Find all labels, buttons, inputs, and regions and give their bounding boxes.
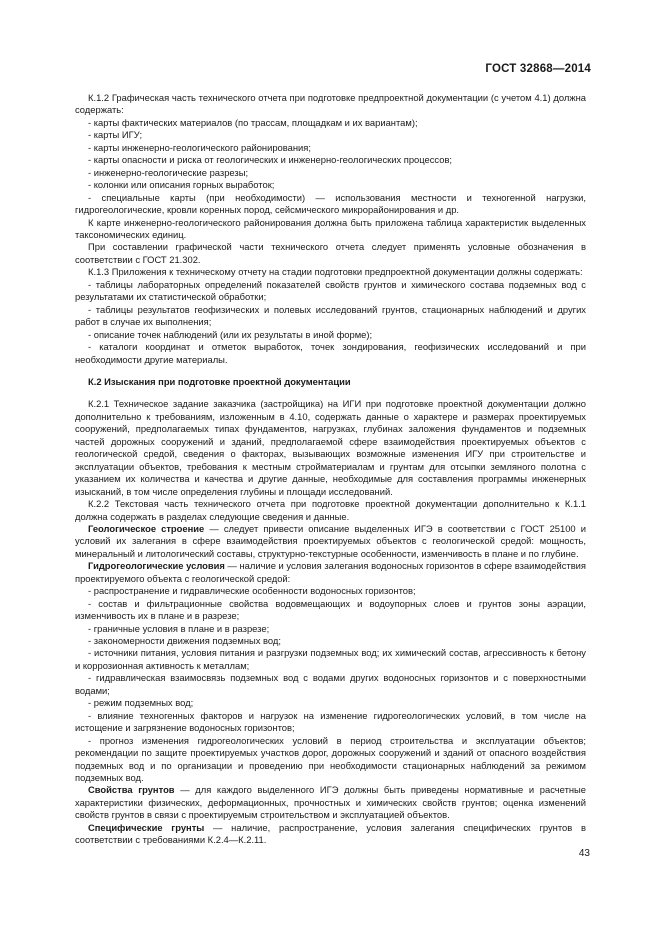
list-item: - карты инженерно-геологического районирования; bbox=[88, 141, 311, 153]
list-item: - источники питания, условия питания и разгрузки подземных вод; их химический состав, агрессивность к бетону и коррозионная активность к металлам; bbox=[75, 647, 586, 671]
paragraph bbox=[75, 784, 586, 821]
list-item: - карты опасности и риска от геологических и инженерно-геологических процессов; bbox=[88, 154, 453, 166]
list-item: - прогноз изменения гидрогеологических условий в период строительства и эксплуатации объектов; рекомендации по защите проектируемых участков дорог, дорожных сооружений и зданий от опасного воздействия подземных вод и по организации и проведению при необходимости стационарных наблюдений за режимом подземных вод. bbox=[75, 734, 586, 784]
term-label: Геологическое строение bbox=[88, 522, 205, 534]
list-item: - инженерно-геологические разрезы; bbox=[88, 166, 249, 178]
list-item: - режим подземных вод; bbox=[88, 697, 194, 709]
page-number: 43 bbox=[578, 848, 590, 859]
section-heading: К.2 Изыскания при подготовке проектной документации bbox=[88, 375, 351, 387]
term-label: Специфические грунты bbox=[88, 821, 205, 833]
paragraph-text: — наличие и условия залегания водоносных горизонтов в сфере взаимодействия проектируемого объекта с геологической средой: bbox=[75, 560, 586, 584]
list-item: - влияние техногенных факторов и нагрузок на изменение гидрогеологических условий, в том числе на истощение и загрязнение водоносных горизонтов; bbox=[75, 709, 586, 734]
list-item: - специальные карты (при необходимости) — использования местности и техногенной нагрузки, гидрогеологические, кровли коренных пород, сейсмического микрорайонирования и др. bbox=[75, 191, 586, 216]
term-label: Свойства грунтов bbox=[88, 784, 175, 796]
paragraph bbox=[75, 560, 586, 585]
document-header: ГОСТ 32868—2014 bbox=[485, 63, 591, 75]
document-body bbox=[75, 92, 586, 847]
list-item: - таблицы лабораторных определений показателей свойств грунтов и химического состава подземных вод с результатами их статистической обработки; bbox=[75, 278, 586, 303]
paragraph: К карте инженерно-геологического районирования должна быть приложена таблица характеристик выделенных таксономических единиц. bbox=[75, 216, 586, 240]
list-item: - состав и фильтрационные свойства водовмещающих и водоупорных слоев и грунтов зоны аэрации, изменчивость их в плане и в разрезе; bbox=[75, 597, 586, 622]
list-item: - каталоги координат и отметок выработок, точек зондирования, геофизических исследований и при необходимости другие материалы. bbox=[75, 341, 586, 365]
list-item: - таблицы результатов геофизических и полевых исследований грунтов, стационарных наблюдений и других работ в случае их выполнения; bbox=[75, 303, 586, 328]
paragraph: При составлении графической части технического отчета следует применять условные обозначения в соответствии с ГОСТ 21.302. bbox=[75, 241, 586, 265]
term-label: Гидрогеологические условия bbox=[88, 560, 225, 572]
paragraph: К.1.2 Графическая часть технического отчета при подготовке предпроектной документации (с учетом 4.1) должна содержать: bbox=[75, 92, 586, 116]
list-item: - описание точек наблюдений (или их результаты в иной форме); bbox=[88, 328, 373, 340]
list-item: - колонки или описания горных выработок; bbox=[88, 179, 275, 191]
list-item: - закономерности движения подземных вод; bbox=[88, 635, 281, 647]
paragraph-text: — следует привести описание выделенных ИГЭ в соответствии с ГОСТ 25100 и условий их залегания в сфере взаимодействия проектируемых объектов с геологической средой: мощность, минеральный и литологический составы, структурно-текстурные особенности, изменчивость в плане и по глубине. bbox=[75, 522, 586, 559]
list-item: - гидравлическая взаимосвязь подземных вод с водами других водоносных горизонтов и с поверхностными водами; bbox=[75, 672, 586, 696]
paragraph bbox=[75, 822, 586, 847]
paragraph-text: — для каждого выделенного ИГЭ должны быть приведены нормативные и расчетные характеристики физических, деформационных, прочностных и химических свойств грунтов; оценка изменений свойств грунтов в связи с проектируемым строительством и эксплуатацией объектов. bbox=[75, 784, 586, 821]
list-item: - карты ИГУ; bbox=[88, 129, 143, 141]
paragraph: К.2.1 Техническое задание заказчика (застройщика) на ИГИ при подготовке проектной документации должно дополнительно к требованиям, изложенным в 4.10, содержать данные о характере и размерах проектируемых сооружений, предполагаемых типах фундаментов, нагрузках, глубинах заложения фундаментов и подземных частей дорожных сооружений и зданий, предполагаемой сфере взаимодействия проектируемых объектов с геологической средой, сведения о факторах, вызывающих возможные изменения ИГУ при строительстве и эксплуатации объектов, требования к местным стройматериалам и грунтам для отсыпки земляного полотна с указанием их количества и качества и другие данные, необходимые для составления программы инженерных изысканий, в том числе определения глубины и площади исследований. bbox=[75, 398, 586, 497]
paragraph bbox=[75, 523, 586, 560]
list-item: - распространение и гидравлические особенности водоносных горизонтов; bbox=[88, 585, 416, 597]
list-item: - карты фактических материалов (по трассам, площадкам и их вариантам); bbox=[88, 116, 418, 128]
list-item: - граничные условия в плане и в разрезе; bbox=[88, 622, 270, 634]
paragraph: К.2.2 Текстовая часть технического отчета при подготовке проектной документации дополнительно к К.1.1 должна содержать в разделах следующие сведения и данные. bbox=[75, 498, 586, 522]
paragraph: К.1.3 Приложения к техническому отчету на стадии подготовки предпроектной документации должны содержать: bbox=[88, 266, 583, 278]
paragraph-text: — наличие, распространение, условия залегания специфических грунтов в соответствии с требованиями К.2.4—К.2.11. bbox=[75, 821, 586, 846]
